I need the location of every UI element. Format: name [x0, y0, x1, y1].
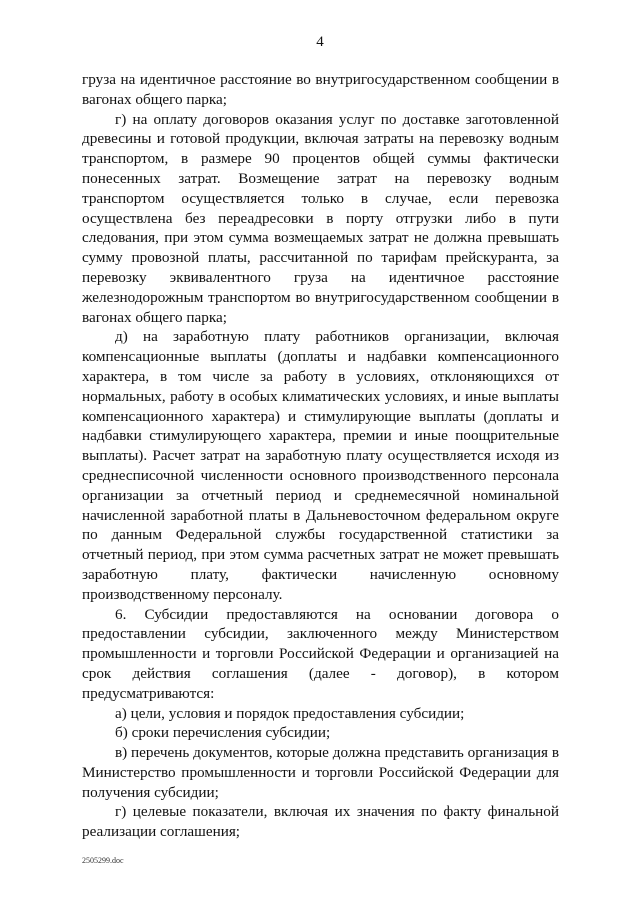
paragraph-section-6: 6. Субсидии предоставляются на основании договора о предоставлении субсидии, заключенного между Министерством промышленности и торговли Российской Федерации и организацией на срок действия соглашения (далее - договор), в котором предусматриваются: — [82, 605, 559, 702]
page-number: 4 — [316, 34, 324, 50]
paragraph-item-d-salary: д) на заработную плату работников организации, включая компенсационные выплаты (доплаты и надбавки компенсационного характера, в том числе за работу в условиях, отклоняющихся от нормальных, работу в особых климатических условиях, и иные выплаты компенсационного характера) и стимулирующие выплаты (доплаты и надбавки стимулирующего характера, премии и иные поощрительные выплаты). Расчет затрат на заработную плату осуществляется исходя из среднесписочной численности основного производственного персонала организации за отчетный период и среднемесячной номинальной начисленной заработной платы в Дальневосточном федеральном округе по данным Федеральной службы государственной статистики за отчетный период, при этом сумма расчетных затрат не может превышать заработную плату, фактически начисленную основному производственному персоналу. — [82, 328, 559, 603]
list-item-v: в) перечень документов, которые должна представить организация в Министерство промышленности и торговли Российской Федерации для получения субсидии; — [82, 744, 559, 801]
list-item-g: г) целевые показатели, включая их значения по факту финальной реализации соглашения; — [82, 803, 559, 841]
paragraph-item-g-transport: г) на оплату договоров оказания услуг по доставке заготовленной древесины и готовой продукции, включая затраты на перевозку водным транспортом, в размере 90 процентов общей суммы фактически понесенных затрат. Возмещение затрат на перевозку водным транспортом осуществляется только в случае, если перевозка осуществлена без переадресовки в порту отгрузки либо в пути следования, при этом сумма возмещаемых затрат не должна превышать сумму провозной платы, рассчитанной по тарифам прейскуранта, за перевозку эквивалентного груза на идентичное расстояние железнодорожным транспортом во внутригосударственном сообщении в вагонах общего парка; — [82, 110, 559, 326]
document-body — [82, 70, 559, 842]
paragraph-continuation: груза на идентичное расстояние во внутригосударственном сообщении в вагонах общего парка; — [82, 71, 559, 108]
list-item-a: а) цели, условия и порядок предоставления субсидии; — [115, 704, 465, 722]
file-name-footer: 2505299.doc — [82, 856, 124, 865]
list-item-b: б) сроки перечисления субсидии; — [115, 724, 331, 742]
